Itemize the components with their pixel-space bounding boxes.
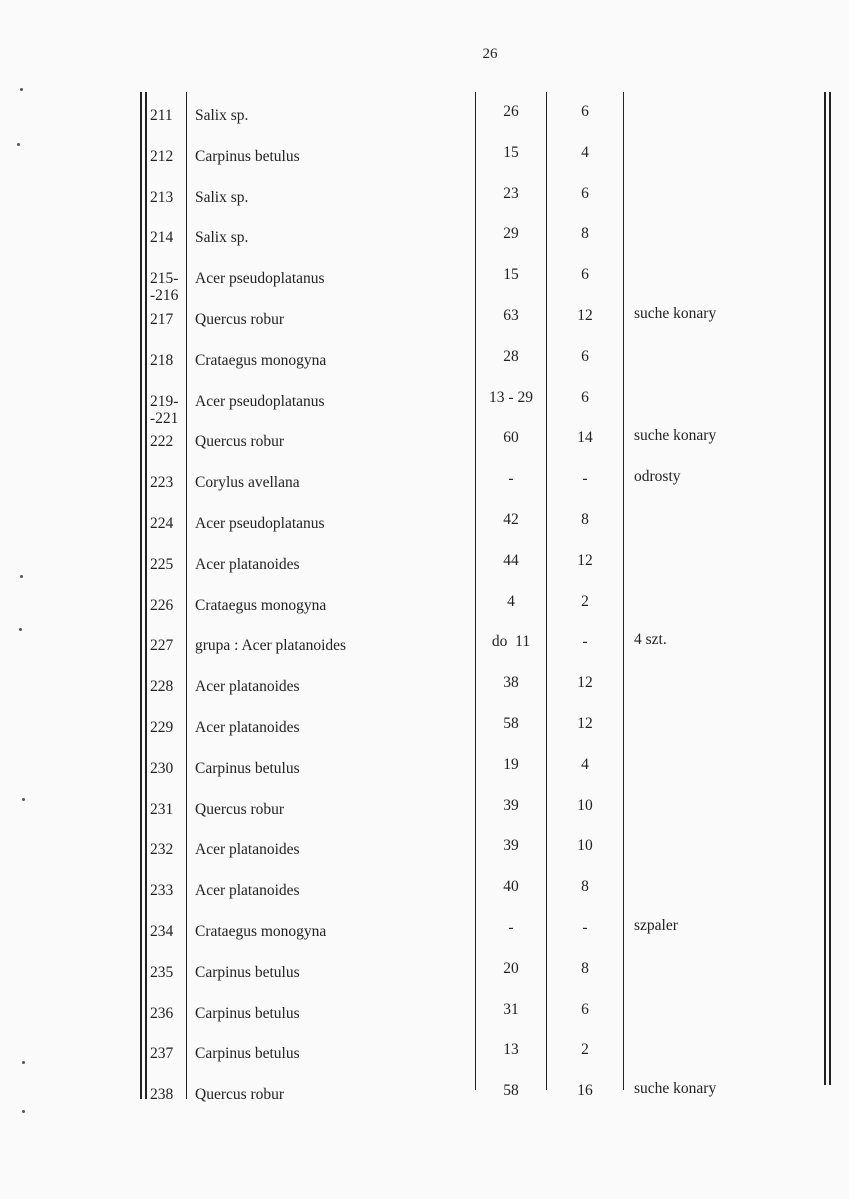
- value-1: 58: [503, 715, 519, 732]
- species-name: Crataegus monogyna: [195, 596, 327, 614]
- table-row: [0, 464, 849, 504]
- value-2: 8: [581, 511, 589, 528]
- value-2: 12: [577, 674, 593, 692]
- table-row: [0, 138, 849, 178]
- value-2: 14: [577, 429, 593, 447]
- tree-number: 230: [150, 759, 174, 777]
- tree-number: 223: [150, 474, 174, 492]
- scan-speck: [20, 88, 23, 91]
- tree-number: 219- -221: [150, 392, 179, 427]
- species-name: Acer platanoides: [195, 555, 300, 573]
- tree-number: 214: [150, 229, 174, 247]
- value-2: 4: [581, 755, 589, 773]
- table-row: [0, 383, 849, 427]
- species-name: Carpinus betulus: [195, 147, 300, 165]
- value-2: 12: [577, 551, 593, 569]
- species-name: Acer platanoides: [195, 882, 300, 900]
- value-2: 6: [581, 1000, 589, 1018]
- scan-speck: [20, 575, 23, 578]
- value-2: 6: [581, 184, 589, 202]
- value-2: 2: [581, 1041, 589, 1059]
- value-1: 23: [503, 184, 519, 202]
- tree-number: 237: [150, 1045, 174, 1063]
- value-2: 8: [581, 225, 589, 243]
- value-1: 4: [507, 592, 515, 610]
- remarks: 4 szt.: [634, 631, 667, 649]
- species-name: Quercus robur: [195, 1086, 285, 1104]
- value-2: 4: [581, 143, 589, 161]
- table-row: [0, 1035, 849, 1075]
- remarks: suche konary: [634, 305, 717, 322]
- value-1: 39: [503, 796, 519, 814]
- value-1: 44: [503, 551, 519, 569]
- species-name: Acer pseudoplatanus: [195, 270, 325, 288]
- value-1: -: [508, 470, 514, 488]
- tree-number: 213: [150, 188, 174, 206]
- species-name: Salix sp.: [195, 229, 249, 247]
- value-2: -: [582, 633, 588, 651]
- tree-number: 215- -216: [150, 270, 179, 305]
- tree-number: 226: [150, 596, 174, 614]
- value-2: 2: [581, 592, 589, 610]
- value-1: -: [508, 919, 514, 936]
- table-row: [0, 750, 849, 790]
- scan-speck: [22, 798, 25, 801]
- table-row: [0, 954, 849, 994]
- tree-number: 232: [150, 841, 174, 859]
- value-2: 8: [581, 959, 589, 977]
- species-name: Acer platanoides: [195, 841, 300, 859]
- remarks: szpaler: [634, 917, 678, 934]
- value-2: 6: [581, 103, 589, 120]
- table-row: [0, 1076, 849, 1116]
- species-name: Salix sp.: [195, 188, 249, 206]
- value-1: 58: [503, 1082, 519, 1100]
- species-name: Carpinus betulus: [195, 759, 300, 777]
- value-2: 6: [581, 388, 589, 406]
- remarks: suche konary: [634, 427, 717, 445]
- tree-number: 233: [150, 882, 174, 900]
- table-row: [0, 913, 849, 953]
- value-1: 31: [503, 1000, 519, 1018]
- tree-number: 236: [150, 1004, 174, 1022]
- table-row: [0, 423, 849, 463]
- tree-number: 218: [150, 351, 174, 369]
- species-name: Carpinus betulus: [195, 1004, 300, 1022]
- table-row: [0, 179, 849, 219]
- value-1: 15: [503, 143, 519, 161]
- value-1: 40: [503, 878, 519, 896]
- table-row: [0, 97, 849, 137]
- value-1: 26: [503, 103, 519, 120]
- tree-number: 229: [150, 719, 174, 736]
- value-1: 29: [503, 225, 519, 243]
- tree-number: 224: [150, 515, 174, 532]
- table-row: [0, 219, 849, 259]
- value-1: 39: [503, 837, 519, 855]
- table-row: [0, 301, 849, 341]
- table-row: [0, 995, 849, 1035]
- table-row: [0, 668, 849, 708]
- tree-number: 238: [150, 1086, 174, 1104]
- value-1: 13 - 29: [489, 388, 533, 406]
- scan-speck: [22, 1061, 25, 1064]
- species-name: Quercus robur: [195, 433, 285, 451]
- value-2: 8: [581, 878, 589, 896]
- table-row: [0, 872, 849, 912]
- value-1: 42: [503, 511, 519, 528]
- tree-number: 211: [150, 107, 173, 124]
- tree-number: 222: [150, 433, 174, 451]
- scan-speck: [19, 628, 22, 631]
- species-name: grupa : Acer platanoides: [195, 637, 347, 655]
- table-row: [0, 791, 849, 831]
- species-name: Quercus robur: [195, 311, 285, 328]
- value-2: 6: [581, 266, 589, 284]
- value-1: 13: [503, 1041, 519, 1059]
- scan-speck: [22, 1110, 25, 1113]
- table-row: [0, 260, 849, 305]
- value-2: 12: [577, 307, 593, 324]
- table-row: [0, 627, 849, 667]
- tree-number: 231: [150, 800, 174, 818]
- remarks: odrosty: [634, 468, 681, 486]
- species-name: Acer platanoides: [195, 719, 300, 736]
- species-name: Salix sp.: [195, 107, 249, 124]
- value-1: 19: [503, 755, 519, 773]
- value-1: do 11: [491, 633, 531, 651]
- value-1: 28: [503, 347, 519, 365]
- value-2: 6: [581, 347, 589, 365]
- table-row: [0, 546, 849, 586]
- species-name: Crataegus monogyna: [195, 351, 327, 369]
- value-2: -: [582, 470, 588, 488]
- scan-speck: [17, 143, 20, 146]
- table-row: [0, 505, 849, 545]
- species-name: Crataegus monogyna: [195, 923, 327, 940]
- tree-number: 235: [150, 963, 174, 981]
- table-row: [0, 342, 849, 382]
- species-name: Quercus robur: [195, 800, 285, 818]
- remarks: suche konary: [634, 1080, 717, 1098]
- table-row: [0, 587, 849, 627]
- species-name: Acer platanoides: [195, 678, 300, 696]
- tree-number: 212: [150, 147, 174, 165]
- value-2: 12: [577, 715, 593, 732]
- species-name: Carpinus betulus: [195, 963, 300, 981]
- species-name: Acer pseudoplatanus: [195, 392, 325, 410]
- table-row: [0, 709, 849, 749]
- tree-number: 225: [150, 555, 174, 573]
- page-number: 26: [482, 46, 498, 62]
- table-row: [0, 831, 849, 871]
- species-name: Corylus avellana: [195, 474, 300, 492]
- value-1: 15: [503, 266, 519, 284]
- tree-number: 234: [150, 923, 174, 940]
- value-1: 60: [503, 429, 519, 447]
- value-1: 63: [503, 307, 519, 324]
- value-1: 20: [503, 959, 519, 977]
- value-2: 16: [577, 1082, 593, 1100]
- tree-number: 217: [150, 311, 174, 328]
- tree-number: 228: [150, 678, 174, 696]
- species-name: Acer pseudoplatanus: [195, 515, 325, 532]
- value-2: -: [582, 919, 588, 936]
- tree-number: 227: [150, 637, 174, 655]
- value-1: 38: [503, 674, 519, 692]
- species-name: Carpinus betulus: [195, 1045, 300, 1063]
- value-2: 10: [577, 837, 593, 855]
- value-2: 10: [577, 796, 593, 814]
